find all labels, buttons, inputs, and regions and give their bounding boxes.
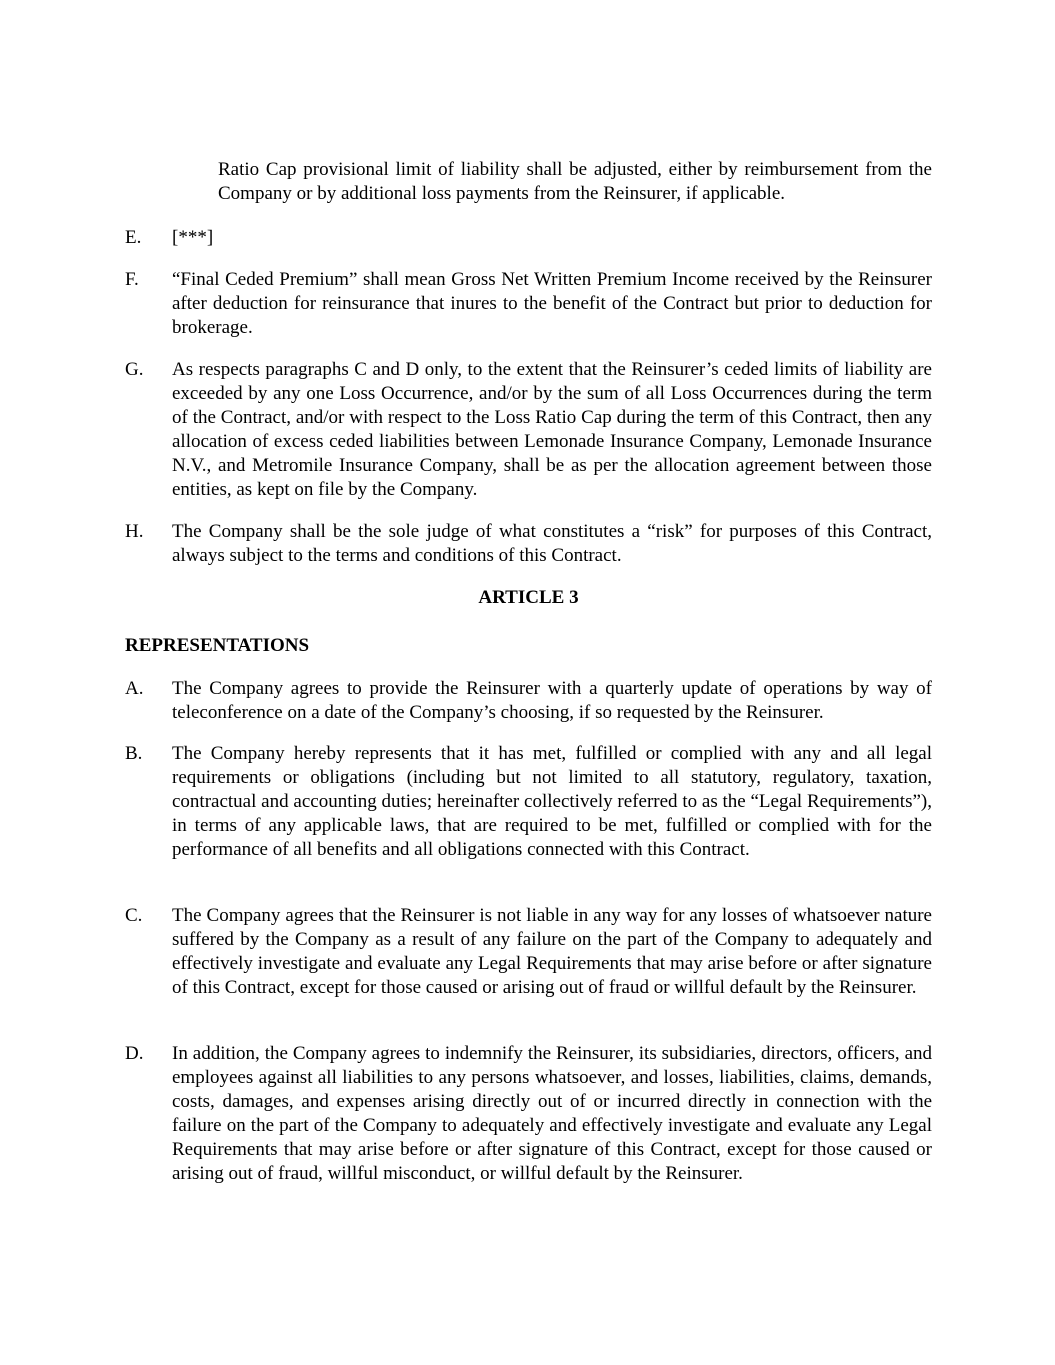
item-letter: B. xyxy=(125,743,143,764)
item-text: The Company agrees that the Reinsurer is not liable in any way for any losses of whatsoever nature suffered by the Company as a result of any failure on the part of the Company to adequately and effectively investigate and evaluate any Legal Requirements that may arise before or after signature of this Contract, except for those caused or arising out of fraud or willful default by the Reinsurer. xyxy=(172,905,932,998)
item-text: [***] xyxy=(172,227,214,248)
item-text: The Company shall be the sole judge of what constitutes a “risk” for purposes of this Contract, always subject to the terms and conditions of this Contract. xyxy=(172,521,932,566)
item-letter: H. xyxy=(125,521,144,542)
article-heading: ARTICLE 3 xyxy=(478,587,579,608)
item-text: The Company hereby represents that it has met, fulfilled or complied with any and all legal requirements or obligations (including but not limited to all statutory, regulatory, taxation, contractual and accounting duties; hereinafter collectively referred to as the “Legal Requirements”), in terms of any applicable laws, that are required to be met, fulfilled or complied with for the performance of all benefits and all obligations connected with this Contract. xyxy=(172,743,932,860)
item-letter: E. xyxy=(125,227,142,248)
item-text: In addition, the Company agrees to indemnify the Reinsurer, its subsidiaries, directors, officers, and employees against all liabilities to any persons whatsoever, and losses, liabilities, claims, demands, costs, damages, and expenses arising directly out of or incurred directly in connection with the failure on the part of the Company to adequately and effectively investigate and evaluate any Legal Requirements that may arise before or after signature of this Contract, except for those caused or arising out of fraud, willful misconduct, or willful default by the Reinsurer. xyxy=(172,1043,932,1184)
continuation-paragraph: Ratio Cap provisional limit of liability shall be adjusted, either by reimbursement from the Company or by additional loss payments from the Reinsurer, if applicable. xyxy=(218,159,932,204)
section-heading: REPRESENTATIONS xyxy=(125,635,310,656)
item-text: As respects paragraphs C and D only, to the extent that the Reinsurer’s ceded limits of liability are exceeded by any one Loss Occurrence, and/or by the sum of all Loss Occurrences during the term of the Contract, and/or with respect to the Loss Ratio Cap during the term of this Contract, then any allocation of excess ceded liabilities between Lemonade Insurance Company, Lemonade Insurance N.V., and Metromile Insurance Company, shall be as per the allocation agreement between those entities, as kept on file by the Company. xyxy=(172,359,932,500)
item-text: The Company agrees to provide the Reinsurer with a quarterly update of operations by way of teleconference on a date of the Company’s choosing, if so requested by the Reinsurer. xyxy=(172,678,932,723)
item-letter: D. xyxy=(125,1043,144,1064)
item-letter: A. xyxy=(125,678,144,699)
item-letter: C. xyxy=(125,905,143,926)
item-letter: G. xyxy=(125,359,144,380)
item-text: “Final Ceded Premium” shall mean Gross Net Written Premium Income received by the Reinsurer after deduction for reinsurance that inures to the benefit of the Contract but prior to deduction for brokerage. xyxy=(172,269,932,338)
item-letter: F. xyxy=(125,269,139,290)
